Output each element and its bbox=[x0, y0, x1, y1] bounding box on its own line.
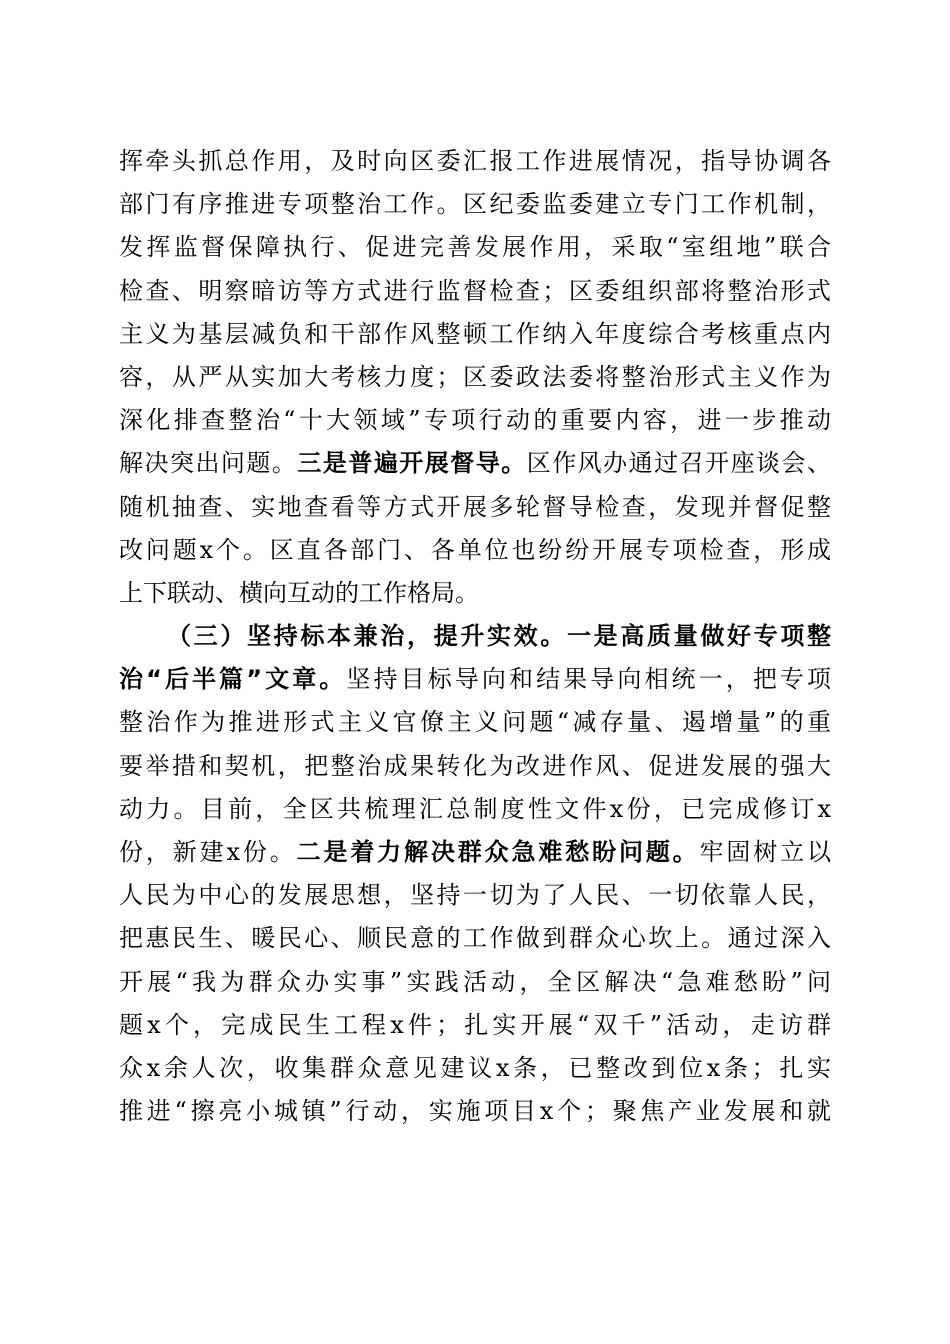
line-text: 众x余人次，收集群众意见建议x条，已整改到位x条；扎实 bbox=[119, 1053, 831, 1082]
text-line bbox=[119, 313, 831, 356]
text-line bbox=[119, 486, 831, 529]
line-text: 把惠民生、暖民心、顺民意的工作做到群众心坎上。通过深入 bbox=[119, 924, 831, 953]
text-line bbox=[119, 1047, 831, 1090]
line-text: 整治作为推进形式主义官僚主义问题“减存量、遏增量”的重 bbox=[119, 708, 831, 737]
text-line bbox=[119, 874, 831, 917]
line-text: 挥牵头抓总作用，及时向区委汇报工作进展情况，指导协调各 bbox=[119, 147, 831, 175]
line-text: 深化排查整治“十大领域”专项行动的重要内容，进一步推动 bbox=[119, 406, 831, 435]
line-text: 改问题x个。区直各部门、各单位也纷纷开展专项检查，形成 bbox=[119, 535, 831, 564]
line-text: 随机抽查、实地查看等方式开展多轮督导检查，发现并督促整 bbox=[119, 492, 831, 521]
line-text: 推进“擦亮小城镇”行动，实施项目x个；聚焦产业发展和就 bbox=[119, 1097, 831, 1126]
text-line bbox=[119, 270, 831, 313]
text-line bbox=[119, 183, 831, 226]
text-line bbox=[119, 788, 831, 831]
section-heading: （三）坚持标本兼治，提升实效。一是高质量做好专项整 bbox=[167, 622, 831, 651]
text-line bbox=[119, 961, 831, 1004]
line-text: 解决突出问题。 bbox=[119, 449, 298, 478]
line-text: 牢固树立以 bbox=[699, 838, 832, 866]
bold-heading: 二是着力解决群众急难愁盼问题。 bbox=[296, 838, 700, 866]
text-line bbox=[119, 442, 831, 485]
section-heading-line bbox=[119, 615, 831, 658]
body-text bbox=[119, 140, 831, 1133]
text-line bbox=[119, 356, 831, 399]
line-text: 开展“我为群众办实事”实践活动，全区解决“急难愁盼”问 bbox=[119, 967, 831, 996]
line-text: 主义为基层减负和干部作风整顿工作纳入年度综合考核重点内 bbox=[119, 319, 831, 348]
text-line bbox=[119, 1090, 831, 1133]
line-text: 坚持目标导向和结果导向相统一，把专项 bbox=[346, 665, 832, 694]
text-line bbox=[119, 572, 831, 615]
line-text: 人民为中心的发展思想，坚持一切为了人民、一切依靠人民， bbox=[119, 881, 831, 910]
text-line bbox=[119, 745, 831, 788]
bold-heading: 治“后半篇”文章。 bbox=[119, 665, 347, 694]
line-text: 要举措和契机，把整治成果转化为改进作风、促进发展的强大 bbox=[119, 751, 831, 780]
text-line bbox=[119, 831, 831, 874]
text-line bbox=[119, 399, 831, 442]
line-text: 份，新建x份。 bbox=[119, 838, 297, 866]
line-text: 题x个，完成民生工程x件；扎实开展“双千”活动，走访群 bbox=[119, 1010, 831, 1039]
text-line bbox=[119, 917, 831, 960]
text-line bbox=[119, 701, 831, 744]
line-text: 上下联动、横向互动的工作格局。 bbox=[119, 578, 479, 607]
bold-heading: 三是普遍开展督导。 bbox=[297, 449, 527, 478]
text-line bbox=[119, 529, 831, 572]
line-text: 部门有序推进专项整治工作。区纪委监委建立专门工作机制， bbox=[119, 190, 831, 219]
text-line bbox=[119, 226, 831, 269]
text-line bbox=[119, 1004, 831, 1047]
line-text: 检查、明察暗访等方式进行监督检查；区委组织部将整治形式 bbox=[119, 276, 831, 305]
text-line bbox=[119, 140, 831, 183]
line-text: 容，从严从实加大考核力度；区委政法委将整治形式主义作为 bbox=[119, 362, 831, 391]
text-line bbox=[119, 658, 831, 701]
line-text: 动力。目前，全区共梳理汇总制度性文件x份，已完成修订x bbox=[119, 794, 831, 823]
line-text: 发挥监督保障执行、促进完善发展作用，采取“室组地”联合 bbox=[119, 233, 831, 262]
line-text: 区作风办通过召开座谈会、 bbox=[526, 449, 832, 478]
